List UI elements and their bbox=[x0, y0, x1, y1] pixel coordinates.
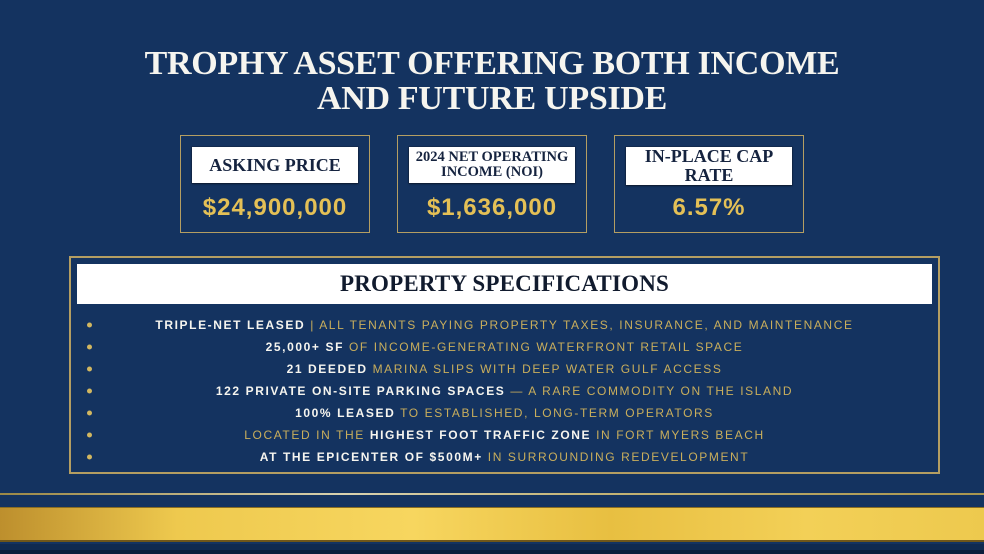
bullet-icon bbox=[87, 345, 92, 350]
property-specifications-panel bbox=[69, 256, 940, 474]
spec-text: AT THE EPICENTER OF $500M+ IN SURROUNDING REDEVELOPMENT bbox=[259, 450, 750, 464]
stat-value-cap-rate: 6.57% bbox=[672, 194, 746, 222]
spec-text: 25,000+ SF OF INCOME-GENERATING WATERFRONT RETAIL SPACE bbox=[265, 340, 744, 354]
stat-box-cap-rate bbox=[614, 135, 804, 233]
stat-label-text: INCOME (NOI) bbox=[441, 164, 543, 180]
spec-text: 122 PRIVATE ON-SITE PARKING SPACES — A RARE COMMODITY ON THE ISLAND bbox=[215, 384, 794, 398]
property-specifications-list bbox=[71, 314, 938, 468]
spec-text: LOCATED IN THE HIGHEST FOOT TRAFFIC ZONE IN FORT MYERS BEACH bbox=[244, 428, 765, 442]
gold-divider-line bbox=[0, 493, 984, 495]
spec-text: 21 DEEDED MARINA SLIPS WITH DEEP WATER GULF ACCESS bbox=[286, 362, 723, 376]
stat-box-noi bbox=[397, 135, 587, 233]
stat-label-text: ASKING PRICE bbox=[209, 154, 341, 175]
page-title bbox=[0, 46, 984, 116]
bullet-icon bbox=[87, 323, 92, 328]
spec-item bbox=[71, 358, 938, 380]
spec-item bbox=[71, 380, 938, 402]
bullet-icon bbox=[87, 433, 92, 438]
stat-label-text: IN-PLACE CAP RATE bbox=[644, 146, 774, 185]
key-metrics-row bbox=[0, 135, 984, 233]
stat-label-text: 2024 NET OPERATING bbox=[415, 148, 569, 165]
page-title-line1: TROPHY ASSET OFFERING BOTH INCOME bbox=[144, 45, 840, 82]
property-specifications-header: PROPERTY SPECIFICATIONS bbox=[77, 264, 932, 304]
stat-value-asking-price: $24,900,000 bbox=[202, 193, 348, 221]
spec-item bbox=[71, 314, 938, 336]
gold-footer-bar bbox=[0, 507, 984, 542]
spec-item bbox=[71, 402, 938, 424]
spec-text: TRIPLE-NET LEASED | ALL TENANTS PAYING PROPERTY TAXES, INSURANCE, AND MAINTENANCE bbox=[155, 318, 854, 332]
footer-dark-edge bbox=[0, 550, 984, 554]
stat-value-noi: $1,636,000 bbox=[426, 193, 558, 221]
spec-item bbox=[71, 336, 938, 358]
spec-item bbox=[71, 424, 938, 446]
page-title-line2: AND FUTURE UPSIDE bbox=[316, 80, 668, 117]
spec-text: 100% LEASED TO ESTABLISHED, LONG-TERM OPERATORS bbox=[295, 406, 714, 420]
bullet-icon bbox=[87, 455, 92, 460]
stat-label-cap-rate bbox=[626, 147, 792, 185]
bullet-icon bbox=[87, 389, 92, 394]
bullet-icon bbox=[87, 367, 92, 372]
stat-label-noi bbox=[409, 147, 575, 183]
stat-label-asking-price bbox=[192, 147, 358, 183]
spec-item bbox=[71, 446, 938, 468]
stat-box-asking-price bbox=[180, 135, 370, 233]
bullet-icon bbox=[87, 411, 92, 416]
